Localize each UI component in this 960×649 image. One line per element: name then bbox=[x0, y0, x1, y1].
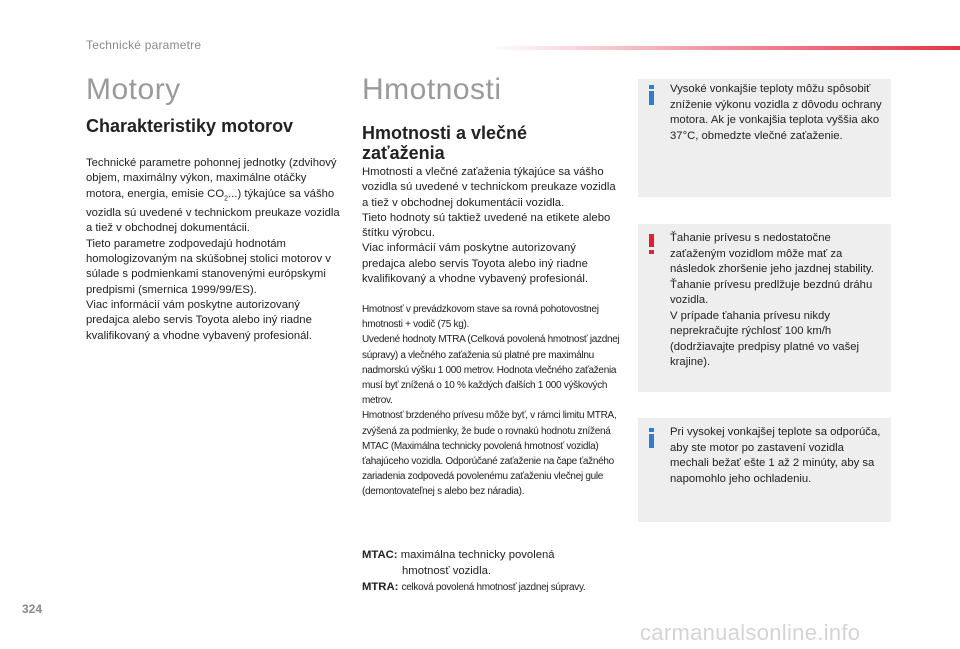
weights-notes bbox=[362, 302, 620, 500]
weights-note-2: Uvedené hodnoty MTRA (Celková povolená hmotnosť jazdnej súpravy) a vlečného zaťaženia sú platné pre maximálnu nadmorskú výšku 1 000 metrov. Hodnota vlečného zaťaženia musí byť znížená o 10 % každých ďalších 1 000 výškových metrov. bbox=[362, 334, 620, 407]
engine-para-2: Tieto parametre zodpovedajú hodnotám homologizovaným na skúšobnej stolici motorov v súlade s podmienkami stanovenými európskymi predpismi (smernica 1999/99/ES). bbox=[86, 237, 331, 296]
weights-note-3: Hmotnosť brzdeného prívesu môže byť, v rámci limitu MTRA, zvýšená za podmienky, že bude o rovnakú hodnotu znížená MTAC (Maximálna technicky povolená hmotnosť vozidla) ťahajúceho vozidla. Odporúčané zaťaženie na čape ťažného zariadenia zodpovedá povolenému zaťaženiu vlečnej gule (demontovateľnej s alebo bez náradia). bbox=[362, 410, 617, 498]
warning-para-1: Ťahanie prívesu s nedostatočne zaťaženým vozidlom môže mať za následok zhoršenie jeho jazdnej stability. bbox=[670, 232, 874, 275]
info-icon bbox=[646, 428, 656, 448]
page-number: 324 bbox=[22, 602, 43, 616]
info-box-high-temperature-text: Vysoké vonkajšie teploty môžu spôsobiť zníženie výkonu vozidla z dôvodu ochrany motora. Ak je vonkajšia teplota vyššia ako 37°C, obmedzte vlečné zaťaženie. bbox=[670, 83, 882, 142]
weights-note-1: Hmotnosť v prevádzkovom stave sa rovná pohotovostnej hmotnosti + vodič (75 kg). bbox=[362, 304, 599, 331]
warning-icon bbox=[646, 234, 656, 254]
weights-heading: Hmotnosti bbox=[362, 73, 502, 106]
mtra-text: celková povolená hmotnosť jazdnej súpravy. bbox=[401, 582, 586, 593]
weights-description bbox=[362, 165, 620, 287]
mtac-term: MTAC: bbox=[362, 549, 398, 561]
watermark: carmanualsonline.info bbox=[640, 620, 861, 645]
mtac-line-2: hmotnosť vozidla. bbox=[402, 564, 492, 577]
warning-box-towing bbox=[638, 224, 891, 392]
weights-para-2: Tieto hodnoty sú taktiež uvedené na etikete alebo štítku výrobcu. bbox=[362, 211, 611, 240]
mtac-line-1: maximálna technicky povolená bbox=[400, 549, 555, 561]
engine-para-1 bbox=[86, 156, 346, 237]
info-box-engine-cooling bbox=[638, 418, 891, 522]
engine-characteristics-subheading: Charakteristiky motorov bbox=[86, 116, 294, 136]
engine-para-3: Viac informácií vám poskytne autorizovaný predajca alebo servis Toyota alebo iný riadne kvalifikovaný a vhodne vybavený profesionál. bbox=[86, 298, 313, 342]
engine-para-1-tail: ...) týkajúce sa vášho vozidla sú uvedené v technickom preukaze vozidla a tiež v obchodnej dokumentácii. bbox=[86, 187, 340, 235]
warning-para-2: Ťahanie prívesu predlžuje bezdnú dráhu vozidla. bbox=[670, 278, 873, 306]
mtra-definition bbox=[362, 580, 624, 596]
info-box-engine-cooling-text: Pri vysokej vonkajšej teplote sa odporúča, aby ste motor po zastavení vozidla mechali bežať ešte 1 až 2 minúty, aby sa napomohlo jeho ochladeniu. bbox=[670, 426, 881, 485]
weights-subheading: Hmotnosti a vlečné zaťaženia bbox=[362, 123, 528, 163]
info-box-high-temperature bbox=[638, 79, 891, 197]
header-accent-bar bbox=[490, 46, 960, 50]
mtac-definition bbox=[362, 548, 620, 579]
co2-subscript: 2 bbox=[224, 194, 229, 202]
warning-box-towing-text bbox=[670, 231, 885, 371]
engine-para-1-text: Technické parametre pohonnej jednotky (zdvihový objem, maximálny výkon, maximálne otáčky motora, energia, emisie CO bbox=[86, 157, 337, 200]
engines-heading: Motory bbox=[86, 73, 181, 106]
info-icon bbox=[646, 85, 656, 105]
header-title: Technické parametre bbox=[86, 38, 202, 52]
mtra-term: MTRA: bbox=[362, 581, 399, 593]
warning-para-3: V prípade ťahania prívesu nikdy neprekračujte rýchlosť 100 km/h (dodržiavajte predpisy platné vo vašej krajine). bbox=[670, 309, 860, 368]
weights-para-3: Viac informácií vám poskytne autorizovaný predajca alebo servis Toyota alebo iný riadne kvalifikovaný a vhodne vybavený profesionál. bbox=[362, 242, 589, 286]
weights-para-1: Hmotnosti a vlečné zaťaženia týkajúce sa vášho vozidla sú uvedené v technickom preukaze vozidla a tiež v obchodnej dokumentácii vozidla. bbox=[362, 166, 616, 209]
engine-description bbox=[86, 156, 346, 344]
